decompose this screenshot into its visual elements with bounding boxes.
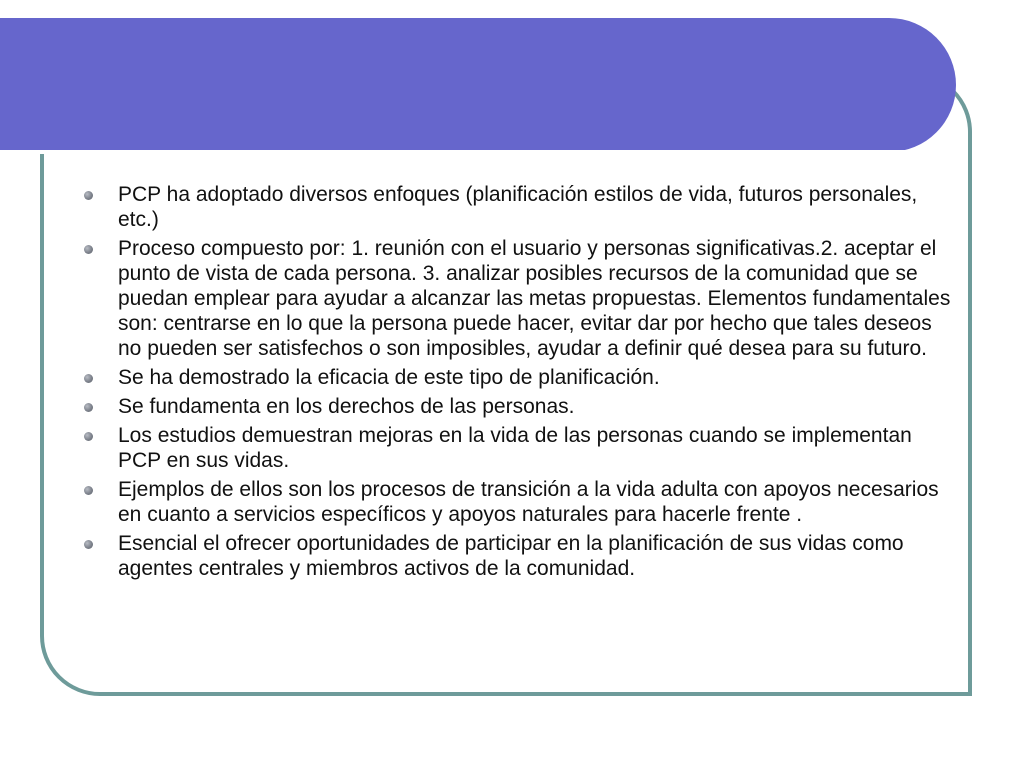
bullet-dot-icon [84,245,93,254]
bullet-text: Se fundamenta en los derechos de las personas. [118,395,575,418]
bullet-list [82,182,952,585]
bullet-dot-icon [84,486,93,495]
bullet-text: PCP ha adoptado diversos enfoques (planificación estilos de vida, futuros personales, etc.) [118,183,918,231]
bullet-text: Proceso compuesto por: 1. reunión con el usuario y personas significativas.2. aceptar el punto de vista de cada persona. 3. analizar posibles recursos de la comunidad que se puedan emplear para ayudar a alcanzar las metas propuestas. Elementos fundamentales son: centrarse en lo que la persona puede hacer, evitar dar por hecho que tales deseos no pueden ser satisfechos o son imposibles, ayudar a definir qué desea para su futuro. [118,237,951,360]
bullet-dot-icon [84,374,93,383]
bullet-item [82,531,952,581]
title-bar [0,18,956,152]
bullet-item [82,394,952,419]
bullet-dot-icon [84,403,93,412]
bullet-text: Los estudios demuestran mejoras en la vida de las personas cuando se implementan PCP en sus vidas. [118,424,912,472]
bullet-text: Ejemplos de ellos son los procesos de transición a la vida adulta con apoyos necesarios en cuanto a servicios específicos y apoyos naturales para hacerle frente . [118,478,939,526]
bullet-text: Se ha demostrado la eficacia de este tipo de planificación. [118,366,660,389]
title-underline [0,150,906,154]
bullet-text: Esencial el ofrecer oportunidades de participar en la planificación de sus vidas como agentes centrales y miembros activos de la comunidad. [118,532,904,580]
bullet-item [82,182,952,232]
bullet-dot-icon [84,540,93,549]
bullet-dot-icon [84,432,93,441]
bullet-dot-icon [84,191,93,200]
bullet-item [82,365,952,390]
bullet-item [82,423,952,473]
bullet-item [82,477,952,527]
bullet-item [82,236,952,361]
